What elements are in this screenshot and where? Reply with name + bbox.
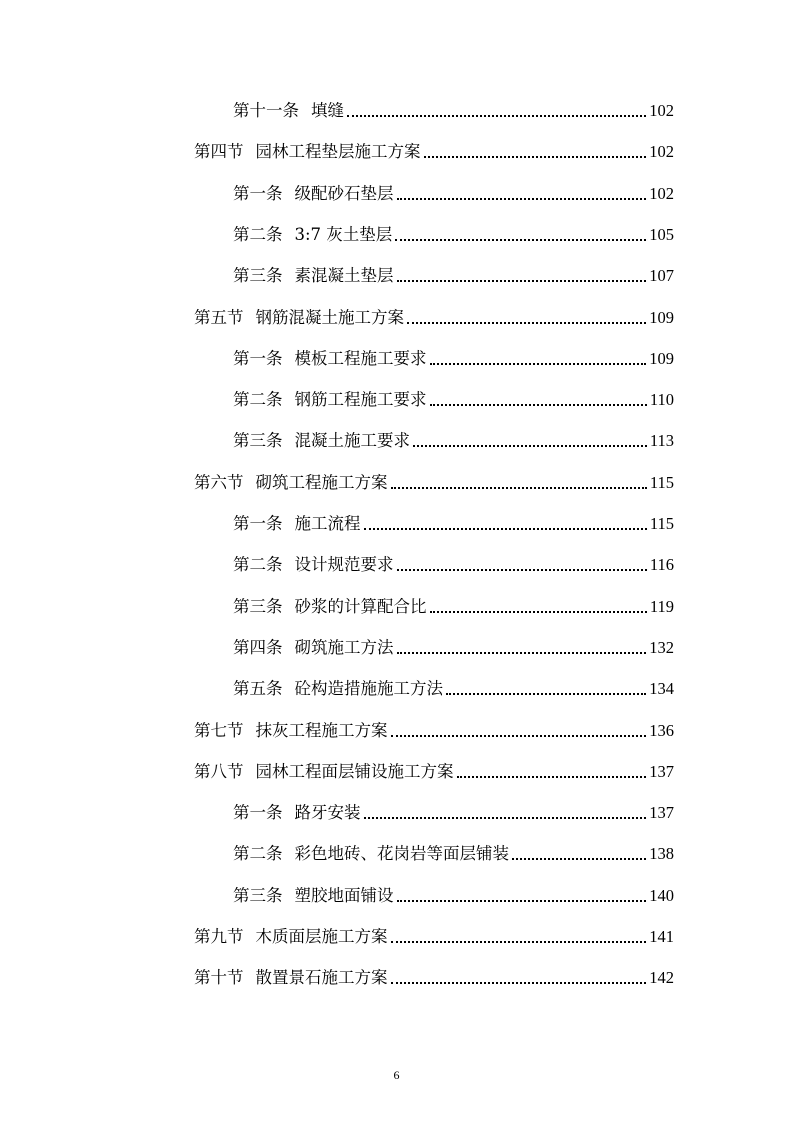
toc-entry-title: 砂浆的计算配合比 xyxy=(294,596,427,616)
toc-entry-page: 142 xyxy=(649,968,674,988)
toc-entry-label xyxy=(233,635,394,661)
toc-entry-title: 园林工程面层铺设施工方案 xyxy=(255,761,454,781)
toc-entry-title: 路牙安装 xyxy=(294,803,361,823)
toc-entry-prefix: 第三条 xyxy=(233,431,283,451)
toc-entry[interactable] xyxy=(233,181,674,207)
toc-dot-leader xyxy=(424,156,647,158)
toc-entry-label xyxy=(194,759,454,785)
toc-entry[interactable] xyxy=(233,552,674,578)
toc-entry-label xyxy=(233,387,427,413)
toc-entry-prefix: 第七节 xyxy=(194,720,244,740)
toc-entry-page: 141 xyxy=(649,927,674,946)
toc-entry-label xyxy=(233,181,394,207)
toc-entry[interactable] xyxy=(194,965,674,991)
toc-entry-page: 107 xyxy=(649,266,674,286)
toc-entry-title: 模板工程施工要求 xyxy=(294,348,427,368)
toc-entry-label xyxy=(233,346,427,372)
toc-entry-label xyxy=(233,428,410,454)
toc-dot-leader xyxy=(397,198,647,200)
toc-entry-title: 级配砂石垫层 xyxy=(294,183,394,203)
toc-entry-page: 119 xyxy=(649,596,674,616)
toc-entry-page: 138 xyxy=(649,844,674,864)
toc-entry-page: 140 xyxy=(649,885,674,905)
toc-entry-prefix: 第一条 xyxy=(233,183,283,203)
toc-entry-label xyxy=(233,800,361,826)
toc-entry-prefix: 第二条 xyxy=(233,844,283,864)
toc-entry-page: 105 xyxy=(649,224,674,244)
toc-entry-page: 115 xyxy=(649,472,674,492)
toc-entry[interactable] xyxy=(233,263,674,289)
toc-entry-title: 混凝土施工要求 xyxy=(294,431,410,451)
toc-entry-prefix: 第三条 xyxy=(233,266,283,286)
toc-entry[interactable] xyxy=(233,511,674,537)
toc-entry[interactable] xyxy=(233,98,674,124)
toc-entry-label xyxy=(233,676,443,702)
toc-entry-title: 园林工程垫层施工方案 xyxy=(255,142,421,162)
toc-entry-title: 塑胶地面铺设 xyxy=(294,885,394,905)
toc-entry-page: 102 xyxy=(649,142,674,162)
toc-entry-page: 102 xyxy=(649,183,674,203)
toc-entry-title: 砌筑工程施工方案 xyxy=(255,472,388,492)
toc-dot-leader xyxy=(407,322,646,324)
toc-entry[interactable] xyxy=(233,883,674,909)
toc-entry-label xyxy=(194,924,388,950)
toc-entry-label xyxy=(233,883,394,909)
toc-entry[interactable] xyxy=(233,676,674,702)
toc-entry-label xyxy=(194,965,388,991)
toc-entry-prefix: 第四条 xyxy=(233,637,283,657)
toc-entry-page: 136 xyxy=(649,720,674,740)
toc-entry-label xyxy=(233,263,394,289)
toc-entry-title: 施工流程 xyxy=(294,514,361,533)
toc-entry[interactable] xyxy=(194,305,674,331)
toc-dot-leader xyxy=(430,611,647,613)
toc-entry-label xyxy=(233,841,509,867)
toc-entry-prefix: 第二条 xyxy=(233,224,283,244)
toc-entry-prefix: 第三条 xyxy=(233,885,283,905)
toc-entry-title: 素混凝土垫层 xyxy=(294,266,394,286)
toc-entry-title: 设计规范要求 xyxy=(294,555,394,575)
toc-dot-leader xyxy=(413,445,647,447)
toc-entry[interactable] xyxy=(233,346,674,372)
toc-entry-page: 132 xyxy=(649,637,674,657)
toc-entry-prefix: 第六节 xyxy=(194,472,244,492)
toc-entry[interactable] xyxy=(233,841,674,867)
toc-entry[interactable] xyxy=(194,924,674,950)
toc-entry[interactable] xyxy=(194,718,674,744)
toc-entry-prefix: 第一条 xyxy=(233,348,283,368)
toc-dot-leader xyxy=(446,693,646,695)
toc-entry-prefix: 第三条 xyxy=(233,596,283,616)
toc-entry-label xyxy=(194,139,421,165)
toc-entry[interactable] xyxy=(194,470,674,496)
toc-entry-prefix: 第一条 xyxy=(233,803,283,823)
toc-entry-prefix: 第二条 xyxy=(233,390,283,410)
toc-entry-page: 113 xyxy=(649,431,674,451)
toc-dot-leader xyxy=(391,941,647,943)
toc-entry-prefix: 第十节 xyxy=(194,968,244,988)
toc-entry-title: 钢筋混凝土施工方案 xyxy=(255,307,404,327)
toc-entry-page: 137 xyxy=(649,803,674,823)
toc-dot-leader xyxy=(397,280,647,282)
toc-entry[interactable] xyxy=(233,428,674,454)
toc-entry[interactable] xyxy=(233,594,674,620)
toc-entry-title: 砌筑施工方法 xyxy=(294,637,394,657)
toc-entry-title: 3:7 灰土垫层 xyxy=(294,224,393,244)
toc-dot-leader xyxy=(391,487,647,489)
toc-dot-leader xyxy=(430,404,647,406)
toc-entry-page: 110 xyxy=(649,390,674,410)
toc-dot-leader xyxy=(391,735,647,737)
toc-dot-leader xyxy=(512,858,646,860)
toc-entry-label xyxy=(194,305,404,331)
toc-entry-prefix: 第二条 xyxy=(233,555,283,575)
toc-entry-prefix: 第八节 xyxy=(194,761,244,781)
toc-dot-leader xyxy=(364,817,647,819)
toc-entry-label xyxy=(194,470,388,496)
toc-entry-page: 137 xyxy=(649,761,674,781)
toc-entry-prefix: 第五节 xyxy=(194,307,244,327)
toc-entry[interactable] xyxy=(194,139,674,165)
page-number: 6 xyxy=(393,1068,400,1082)
toc-entry-title: 散置景石施工方案 xyxy=(255,968,388,988)
toc-entry-label xyxy=(233,98,344,124)
toc-entry-page: 116 xyxy=(649,555,674,575)
toc-entry-prefix: 第一条 xyxy=(233,514,283,533)
toc-entry-title: 填缝 xyxy=(311,101,344,120)
toc-entry[interactable] xyxy=(194,759,674,785)
toc-entry[interactable] xyxy=(233,387,674,413)
toc-dot-leader xyxy=(391,982,647,984)
toc-dot-leader xyxy=(397,900,647,902)
toc-entry-prefix: 第九节 xyxy=(194,927,244,946)
toc-entry-title: 彩色地砖、花岗岩等面层铺装 xyxy=(294,844,509,864)
toc-entry-label xyxy=(233,594,427,620)
toc-entry-prefix: 第四节 xyxy=(194,142,244,162)
toc-entry-page: 102 xyxy=(649,101,674,120)
toc-entry[interactable] xyxy=(233,800,674,826)
toc-entry-page: 109 xyxy=(649,348,674,368)
toc-dot-leader xyxy=(364,528,647,530)
toc-entry-title: 木质面层施工方案 xyxy=(255,927,388,946)
toc-entry-label xyxy=(194,718,388,744)
toc-entry-page: 115 xyxy=(649,514,674,533)
toc-dot-leader xyxy=(397,652,647,654)
toc-entry-page: 109 xyxy=(649,307,674,327)
toc-entry-label xyxy=(233,552,394,578)
toc-entry-title: 钢筋工程施工要求 xyxy=(294,390,427,410)
toc-entry-prefix: 第十一条 xyxy=(233,101,299,120)
toc-entry-title: 砼构造措施施工方法 xyxy=(294,679,443,699)
toc-dot-leader xyxy=(347,115,646,117)
toc-entry[interactable] xyxy=(233,222,674,248)
toc-entry-title: 抹灰工程施工方案 xyxy=(255,720,388,740)
toc-dot-leader xyxy=(430,363,647,365)
toc-dot-leader xyxy=(395,239,646,241)
toc-entry-prefix: 第五条 xyxy=(233,679,283,699)
toc-entry-label xyxy=(233,222,392,248)
toc-dot-leader xyxy=(397,569,647,571)
toc-entry-page: 134 xyxy=(649,679,674,699)
toc-dot-leader xyxy=(457,776,647,778)
toc-entry[interactable] xyxy=(233,635,674,661)
toc-entry-label xyxy=(233,511,361,537)
